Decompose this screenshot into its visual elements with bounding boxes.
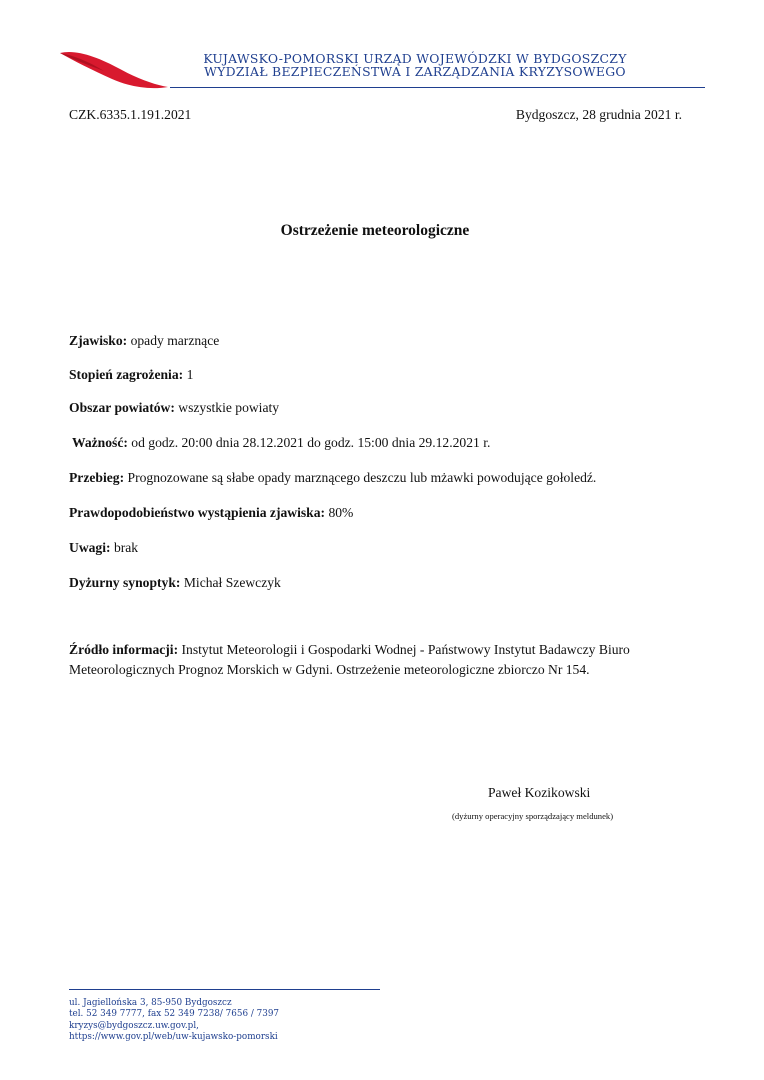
field-value: Prognozowane są słabe opady marznącego deszczu lub mżawki powodujące gołoledź. (127, 470, 597, 485)
field-label: Zjawisko: (69, 333, 128, 348)
field-remarks (69, 540, 138, 556)
field-forecaster (69, 575, 281, 591)
field-label: Dyżurny synoptyk: (69, 575, 181, 590)
signer-name: Paweł Kozikowski (488, 785, 591, 800)
field-threat-level (69, 367, 193, 383)
footer-divider (69, 989, 380, 990)
organization-name: KUJAWSKO-POMORSKI URZĄD WOJEWÓDZKI W BYDGOSZCZY (203, 51, 627, 66)
field-value: 1 (186, 367, 194, 382)
footer-phone: tel. 52 349 7777, fax 52 349 7238/ 7656 / 7397 (69, 1009, 280, 1020)
source-label: Źródło informacji: (69, 642, 179, 657)
field-value: od godz. 20:00 dnia 28.12.2021 do godz. 15:00 dnia 29.12.2021 r. (131, 435, 491, 450)
place-and-date: Bydgoszcz, 28 grudnia 2021 r. (515, 107, 682, 122)
field-value: Michał Szewczyk (183, 575, 281, 590)
office-logo-icon (58, 47, 170, 91)
field-probability (69, 505, 353, 521)
field-label: Obszar powiatów: (69, 400, 175, 415)
field-label: Uwagi: (69, 540, 111, 555)
field-value: brak (113, 540, 139, 555)
reference-number: CZK.6335.1.191.2021 (69, 107, 192, 122)
footer-email[interactable]: kryzys@bydgoszcz.uw.gov.pl, (69, 1020, 199, 1031)
department-name: WYDZIAŁ BEZPIECZEŃSTWA I ZARZĄDZANIA KRYZYSOWEGO (204, 64, 626, 79)
field-course (69, 470, 596, 486)
field-phenomenon (69, 333, 219, 349)
field-label: Stopień zagrożenia: (69, 367, 184, 382)
footer-address: ul. Jagiellońska 3, 85-950 Bydgoszcz (69, 998, 232, 1008)
field-value: opady marznące (130, 333, 220, 348)
source-value: Instytut Meteorologii i Gospodarki Wodnej - Państwowy Instytut Badawczy Biuro Meteorologicznych Prognoz Morskich w Gdyni. Ostrzeżenie meteorologiczne zbiorczo Nr 154. (69, 642, 630, 677)
signer-role: (dyżurny operacyjny sporządzający meldunek) (452, 811, 614, 821)
field-validity (72, 435, 490, 451)
field-label: Ważność: (72, 435, 128, 450)
information-source (69, 640, 689, 680)
field-area (69, 400, 279, 416)
footer-website[interactable]: https://www.gov.pl/web/uw-kujawsko-pomorski (69, 1032, 278, 1043)
field-value: 80% (328, 505, 354, 520)
field-label: Prawdopodobieństwo wystąpienia zjawiska: (69, 505, 326, 520)
header-divider (170, 87, 705, 88)
footer-contact (69, 998, 469, 1044)
field-value: wszystkie powiaty (178, 400, 280, 415)
document-title: Ostrzeżenie meteorologiczne (280, 222, 470, 239)
field-label: Przebieg: (69, 470, 125, 485)
